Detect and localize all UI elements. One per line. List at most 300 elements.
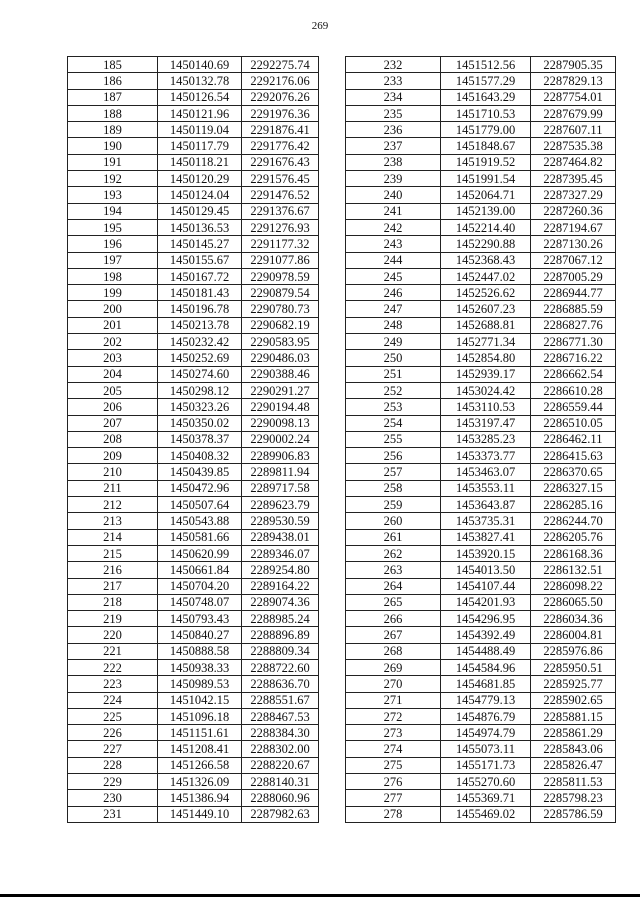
table-row [346,366,616,382]
y-coordinate-cell: 2286132.51 [531,562,616,578]
point-number-cell: 277 [346,790,441,806]
y-coordinate-cell: 2285861.29 [531,725,616,741]
y-coordinate-cell: 2291077.86 [242,252,319,268]
point-number-cell: 232 [346,57,441,73]
x-coordinate-cell: 1450121.96 [158,105,242,121]
y-coordinate-cell: 2291976.36 [242,105,319,121]
table-row [346,399,616,415]
point-number-cell: 278 [346,806,441,822]
y-coordinate-cell: 2286370.65 [531,464,616,480]
x-coordinate-cell: 1450507.64 [158,497,242,513]
point-number-cell: 213 [68,513,158,529]
x-coordinate-cell: 1450793.43 [158,611,242,627]
x-coordinate-cell: 1455270.60 [441,774,531,790]
y-coordinate-cell: 2288809.34 [242,643,319,659]
table-row [68,301,319,317]
point-number-cell: 240 [346,187,441,203]
x-coordinate-cell: 1451042.15 [158,692,242,708]
point-number-cell: 190 [68,138,158,154]
point-number-cell: 261 [346,529,441,545]
table-row [68,578,319,594]
point-number-cell: 229 [68,774,158,790]
point-number-cell: 226 [68,725,158,741]
y-coordinate-cell: 2291776.42 [242,138,319,154]
table-row [68,480,319,496]
point-number-cell: 231 [68,806,158,822]
table-row [68,611,319,627]
y-coordinate-cell: 2289530.59 [242,513,319,529]
point-number-cell: 271 [346,692,441,708]
table-row [346,643,616,659]
table-row [346,627,616,643]
y-coordinate-cell: 2286205.76 [531,529,616,545]
y-coordinate-cell: 2286771.30 [531,334,616,350]
y-coordinate-cell: 2288302.00 [242,741,319,757]
point-number-cell: 214 [68,529,158,545]
point-number-cell: 186 [68,73,158,89]
point-number-cell: 205 [68,382,158,398]
point-number-cell: 208 [68,431,158,447]
x-coordinate-cell: 1450298.12 [158,382,242,398]
y-coordinate-cell: 2287260.36 [531,203,616,219]
point-number-cell: 249 [346,334,441,350]
x-coordinate-cell: 1450938.33 [158,659,242,675]
x-coordinate-cell: 1454876.79 [441,708,531,724]
page-number: 269 [311,20,329,32]
table-row [346,154,616,170]
table-row [346,203,616,219]
x-coordinate-cell: 1453373.77 [441,448,531,464]
table-row [346,57,616,73]
y-coordinate-cell: 2291276.93 [242,219,319,235]
y-coordinate-cell: 2289164.22 [242,578,319,594]
point-number-cell: 263 [346,562,441,578]
table-row [68,741,319,757]
x-coordinate-cell: 1450136.53 [158,219,242,235]
table-row [346,692,616,708]
table-row [346,350,616,366]
y-coordinate-cell: 2286034.36 [531,611,616,627]
point-number-cell: 209 [68,448,158,464]
table-row [68,497,319,513]
y-coordinate-cell: 2286004.81 [531,627,616,643]
point-number-cell: 251 [346,366,441,382]
table-row [346,171,616,187]
x-coordinate-cell: 1454681.85 [441,676,531,692]
point-number-cell: 223 [68,676,158,692]
x-coordinate-cell: 1453643.87 [441,497,531,513]
table-row [346,268,616,284]
table-row [346,562,616,578]
table-row [346,497,616,513]
y-coordinate-cell: 2288985.24 [242,611,319,627]
x-coordinate-cell: 1454013.50 [441,562,531,578]
point-number-cell: 203 [68,350,158,366]
table-row [346,480,616,496]
table-row [346,236,616,252]
point-number-cell: 239 [346,171,441,187]
table-row [346,415,616,431]
table-row [68,317,319,333]
table-row [346,464,616,480]
x-coordinate-cell: 1450581.66 [158,529,242,545]
table-row [68,659,319,675]
table-row [68,725,319,741]
x-coordinate-cell: 1450274.60 [158,366,242,382]
x-coordinate-cell: 1450232.42 [158,334,242,350]
x-coordinate-cell: 1453197.47 [441,415,531,431]
x-coordinate-cell: 1451326.09 [158,774,242,790]
y-coordinate-cell: 2285925.77 [531,676,616,692]
coordinate-table-body [68,57,319,823]
y-coordinate-cell: 2289074.36 [242,594,319,610]
point-number-cell: 202 [68,334,158,350]
y-coordinate-cell: 2292076.26 [242,89,319,105]
point-number-cell: 192 [68,171,158,187]
y-coordinate-cell: 2287194.67 [531,219,616,235]
table-row [68,366,319,382]
table-row [346,708,616,724]
y-coordinate-cell: 2287829.13 [531,73,616,89]
point-number-cell: 200 [68,301,158,317]
x-coordinate-cell: 1450196.78 [158,301,242,317]
point-number-cell: 262 [346,545,441,561]
y-coordinate-cell: 2286885.59 [531,301,616,317]
x-coordinate-cell: 1452139.00 [441,203,531,219]
y-coordinate-cell: 2291576.45 [242,171,319,187]
y-coordinate-cell: 2285811.53 [531,774,616,790]
point-number-cell: 210 [68,464,158,480]
point-number-cell: 267 [346,627,441,643]
x-coordinate-cell: 1450350.02 [158,415,242,431]
x-coordinate-cell: 1450117.79 [158,138,242,154]
point-number-cell: 236 [346,122,441,138]
x-coordinate-cell: 1450704.20 [158,578,242,594]
y-coordinate-cell: 2285826.47 [531,757,616,773]
y-coordinate-cell: 2288896.89 [242,627,319,643]
y-coordinate-cell: 2288140.31 [242,774,319,790]
point-number-cell: 204 [68,366,158,382]
x-coordinate-cell: 1452854.80 [441,350,531,366]
table-row [346,545,616,561]
x-coordinate-cell: 1454107.44 [441,578,531,594]
table-row [346,774,616,790]
y-coordinate-cell: 2292275.74 [242,57,319,73]
table-row [346,301,616,317]
x-coordinate-cell: 1450155.67 [158,252,242,268]
y-coordinate-cell: 2290194.48 [242,399,319,415]
table-row [346,790,616,806]
y-coordinate-cell: 2286510.05 [531,415,616,431]
table-row [68,236,319,252]
x-coordinate-cell: 1454488.49 [441,643,531,659]
table-row [68,757,319,773]
point-number-cell: 197 [68,252,158,268]
x-coordinate-cell: 1450661.84 [158,562,242,578]
y-coordinate-cell: 2287679.99 [531,105,616,121]
y-coordinate-cell: 2288722.60 [242,659,319,675]
table-row [346,659,616,675]
y-coordinate-cell: 2291676.43 [242,154,319,170]
table-row [68,268,319,284]
point-number-cell: 272 [346,708,441,724]
point-number-cell: 269 [346,659,441,675]
table-row [346,219,616,235]
table-row [346,382,616,398]
y-coordinate-cell: 2290682.19 [242,317,319,333]
table-row [68,464,319,480]
x-coordinate-cell: 1450472.96 [158,480,242,496]
y-coordinate-cell: 2288467.53 [242,708,319,724]
point-number-cell: 248 [346,317,441,333]
y-coordinate-cell: 2291376.67 [242,203,319,219]
x-coordinate-cell: 1450140.69 [158,57,242,73]
y-coordinate-cell: 2286415.63 [531,448,616,464]
table-row [68,285,319,301]
x-coordinate-cell: 1450145.27 [158,236,242,252]
point-number-cell: 274 [346,741,441,757]
y-coordinate-cell: 2290879.54 [242,285,319,301]
table-row [346,73,616,89]
point-number-cell: 242 [346,219,441,235]
table-row [68,350,319,366]
y-coordinate-cell: 2285798.23 [531,790,616,806]
coordinate-table-right [345,56,616,823]
table-row [346,578,616,594]
x-coordinate-cell: 1450119.04 [158,122,242,138]
table-row [68,154,319,170]
y-coordinate-cell: 2287327.29 [531,187,616,203]
table-row [346,529,616,545]
x-coordinate-cell: 1451710.53 [441,105,531,121]
point-number-cell: 191 [68,154,158,170]
point-number-cell: 212 [68,497,158,513]
x-coordinate-cell: 1454779.13 [441,692,531,708]
table-row [68,415,319,431]
x-coordinate-cell: 1451208.41 [158,741,242,757]
point-number-cell: 195 [68,219,158,235]
table-row [346,611,616,627]
x-coordinate-cell: 1455073.11 [441,741,531,757]
table-row [68,122,319,138]
point-number-cell: 206 [68,399,158,415]
x-coordinate-cell: 1450120.29 [158,171,242,187]
point-number-cell: 193 [68,187,158,203]
point-number-cell: 258 [346,480,441,496]
table-row [346,317,616,333]
x-coordinate-cell: 1451449.10 [158,806,242,822]
y-coordinate-cell: 2286944.77 [531,285,616,301]
y-coordinate-cell: 2289438.01 [242,529,319,545]
point-number-cell: 255 [346,431,441,447]
point-number-cell: 270 [346,676,441,692]
point-number-cell: 256 [346,448,441,464]
x-coordinate-cell: 1453024.42 [441,382,531,398]
y-coordinate-cell: 2285881.15 [531,708,616,724]
x-coordinate-cell: 1451386.94 [158,790,242,806]
y-coordinate-cell: 2286098.22 [531,578,616,594]
x-coordinate-cell: 1450543.88 [158,513,242,529]
x-coordinate-cell: 1451512.56 [441,57,531,73]
y-coordinate-cell: 2286662.54 [531,366,616,382]
table-row [346,594,616,610]
x-coordinate-cell: 1451643.29 [441,89,531,105]
y-coordinate-cell: 2291177.32 [242,236,319,252]
x-coordinate-cell: 1450378.37 [158,431,242,447]
table-row [68,529,319,545]
x-coordinate-cell: 1454974.79 [441,725,531,741]
x-coordinate-cell: 1452214.40 [441,219,531,235]
point-number-cell: 235 [346,105,441,121]
y-coordinate-cell: 2285902.65 [531,692,616,708]
table-row [68,594,319,610]
y-coordinate-cell: 2286327.15 [531,480,616,496]
x-coordinate-cell: 1450167.72 [158,268,242,284]
y-coordinate-cell: 2289623.79 [242,497,319,513]
table-row [346,676,616,692]
x-coordinate-cell: 1450888.58 [158,643,242,659]
x-coordinate-cell: 1451779.00 [441,122,531,138]
y-coordinate-cell: 2287607.11 [531,122,616,138]
y-coordinate-cell: 2285786.59 [531,806,616,822]
x-coordinate-cell: 1453463.07 [441,464,531,480]
x-coordinate-cell: 1455469.02 [441,806,531,822]
point-number-cell: 196 [68,236,158,252]
point-number-cell: 225 [68,708,158,724]
x-coordinate-cell: 1452771.34 [441,334,531,350]
table-row [68,643,319,659]
table-row [68,382,319,398]
point-number-cell: 230 [68,790,158,806]
point-number-cell: 250 [346,350,441,366]
y-coordinate-cell: 2286285.16 [531,497,616,513]
y-coordinate-cell: 2286168.36 [531,545,616,561]
point-number-cell: 259 [346,497,441,513]
point-number-cell: 264 [346,578,441,594]
point-number-cell: 268 [346,643,441,659]
point-number-cell: 246 [346,285,441,301]
point-number-cell: 215 [68,545,158,561]
point-number-cell: 276 [346,774,441,790]
x-coordinate-cell: 1452290.88 [441,236,531,252]
y-coordinate-cell: 2287395.45 [531,171,616,187]
x-coordinate-cell: 1451266.58 [158,757,242,773]
y-coordinate-cell: 2290291.27 [242,382,319,398]
table-row [346,252,616,268]
y-coordinate-cell: 2290780.73 [242,301,319,317]
y-coordinate-cell: 2288551.67 [242,692,319,708]
x-coordinate-cell: 1450124.04 [158,187,242,203]
point-number-cell: 194 [68,203,158,219]
y-coordinate-cell: 2290486.03 [242,350,319,366]
point-number-cell: 234 [346,89,441,105]
y-coordinate-cell: 2288220.67 [242,757,319,773]
point-number-cell: 187 [68,89,158,105]
point-number-cell: 273 [346,725,441,741]
coordinate-table-body [346,57,616,823]
x-coordinate-cell: 1451991.54 [441,171,531,187]
x-coordinate-cell: 1452368.43 [441,252,531,268]
x-coordinate-cell: 1453920.15 [441,545,531,561]
x-coordinate-cell: 1452447.02 [441,268,531,284]
y-coordinate-cell: 2287982.63 [242,806,319,822]
point-number-cell: 199 [68,285,158,301]
table-row [68,431,319,447]
point-number-cell: 188 [68,105,158,121]
x-coordinate-cell: 1451919.52 [441,154,531,170]
x-coordinate-cell: 1450620.99 [158,545,242,561]
point-number-cell: 253 [346,399,441,415]
table-row [68,138,319,154]
point-number-cell: 228 [68,757,158,773]
table-row [68,806,319,822]
y-coordinate-cell: 2289254.80 [242,562,319,578]
point-number-cell: 211 [68,480,158,496]
y-coordinate-cell: 2290002.24 [242,431,319,447]
table-row [346,757,616,773]
x-coordinate-cell: 1451151.61 [158,725,242,741]
y-coordinate-cell: 2286610.28 [531,382,616,398]
x-coordinate-cell: 1450323.26 [158,399,242,415]
x-coordinate-cell: 1451577.29 [441,73,531,89]
table-row [346,725,616,741]
x-coordinate-cell: 1452607.23 [441,301,531,317]
point-number-cell: 245 [346,268,441,284]
table-row [68,334,319,350]
table-row [346,806,616,822]
x-coordinate-cell: 1450408.32 [158,448,242,464]
table-row [68,545,319,561]
table-row [346,448,616,464]
x-coordinate-cell: 1450213.78 [158,317,242,333]
x-coordinate-cell: 1452688.81 [441,317,531,333]
table-row [346,138,616,154]
table-row [68,513,319,529]
y-coordinate-cell: 2291476.52 [242,187,319,203]
y-coordinate-cell: 2290098.13 [242,415,319,431]
y-coordinate-cell: 2290388.46 [242,366,319,382]
y-coordinate-cell: 2285843.06 [531,741,616,757]
x-coordinate-cell: 1450989.53 [158,676,242,692]
y-coordinate-cell: 2288384.30 [242,725,319,741]
x-coordinate-cell: 1453735.31 [441,513,531,529]
point-number-cell: 257 [346,464,441,480]
y-coordinate-cell: 2287067.12 [531,252,616,268]
table-row [346,741,616,757]
x-coordinate-cell: 1452939.17 [441,366,531,382]
x-coordinate-cell: 1453827.41 [441,529,531,545]
table-row [68,790,319,806]
x-coordinate-cell: 1450439.85 [158,464,242,480]
point-number-cell: 201 [68,317,158,333]
table-row [68,105,319,121]
x-coordinate-cell: 1450118.21 [158,154,242,170]
point-number-cell: 189 [68,122,158,138]
y-coordinate-cell: 2289717.58 [242,480,319,496]
point-number-cell: 275 [346,757,441,773]
x-coordinate-cell: 1454584.96 [441,659,531,675]
y-coordinate-cell: 2289906.83 [242,448,319,464]
x-coordinate-cell: 1450129.45 [158,203,242,219]
point-number-cell: 243 [346,236,441,252]
point-number-cell: 207 [68,415,158,431]
table-row [68,203,319,219]
table-row [346,334,616,350]
point-number-cell: 252 [346,382,441,398]
table-row [68,57,319,73]
point-number-cell: 219 [68,611,158,627]
point-number-cell: 227 [68,741,158,757]
